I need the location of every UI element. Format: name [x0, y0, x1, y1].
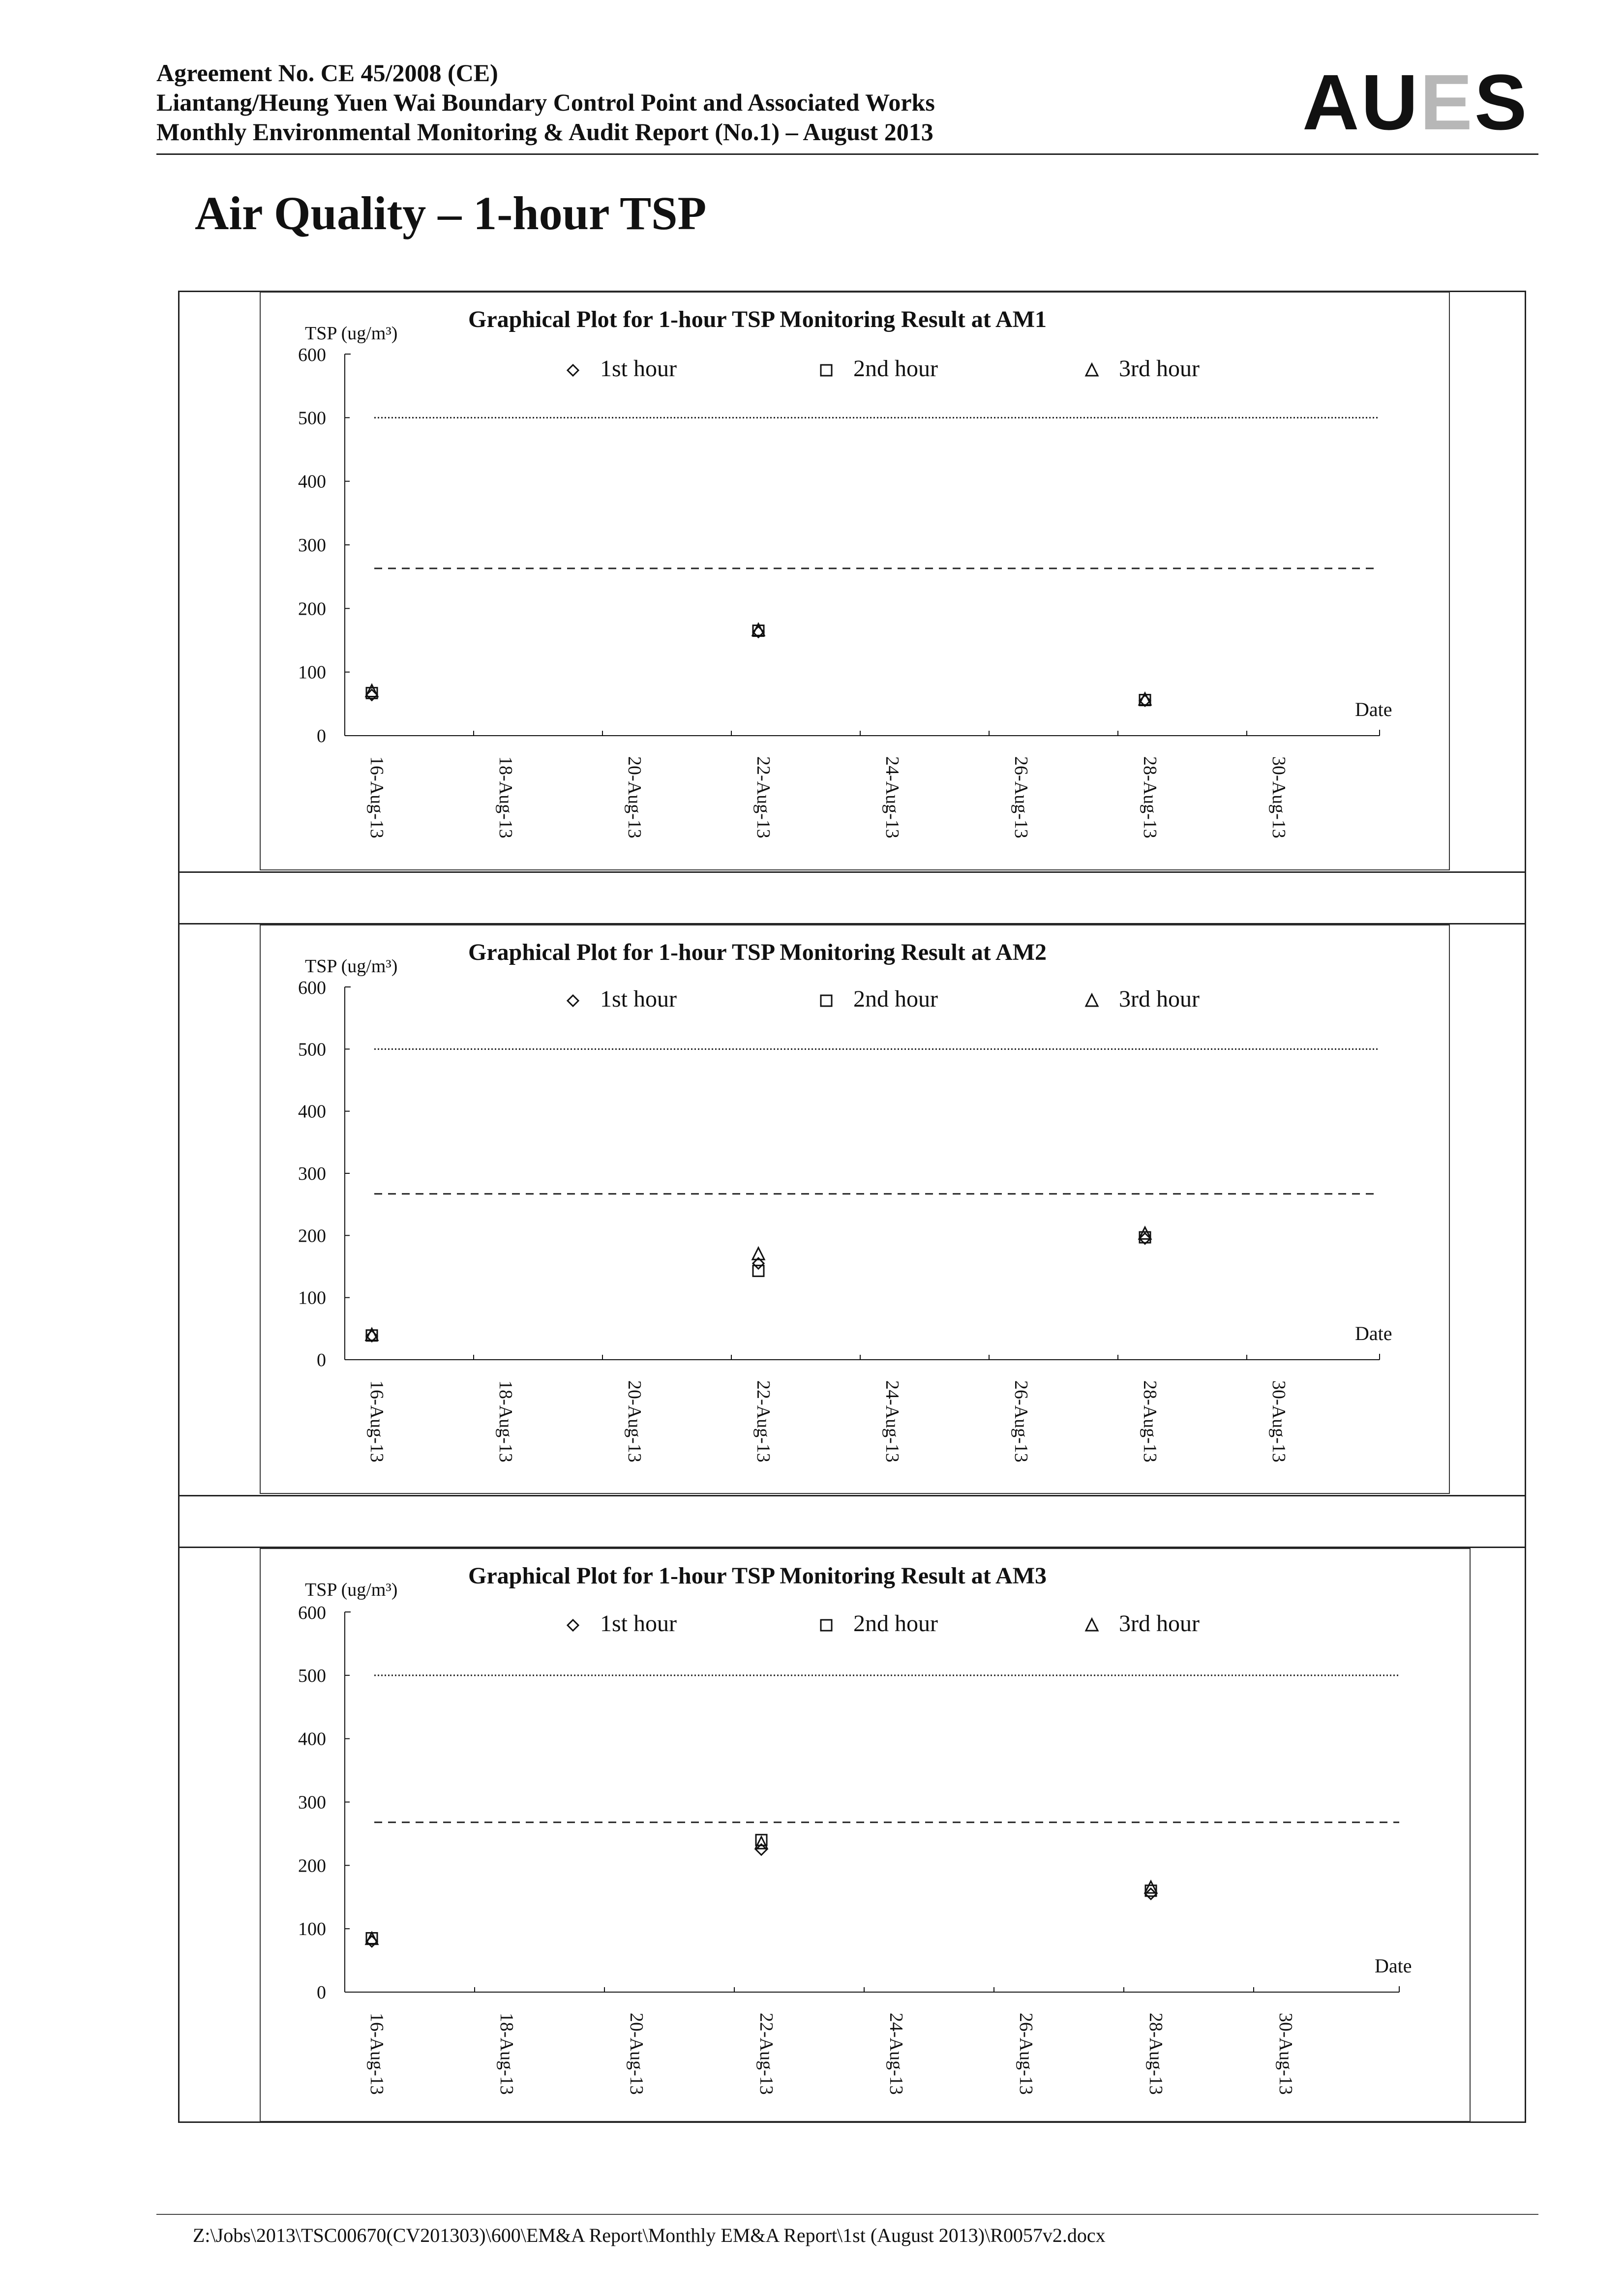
x-tick-label: 26-Aug-13	[1016, 2013, 1036, 2095]
chart-am3-svg	[261, 1549, 1472, 2123]
chart-am2-svg	[261, 925, 1451, 1495]
x-tick-label: 22-Aug-13	[753, 756, 774, 838]
x-tick-label: 28-Aug-13	[1145, 2013, 1166, 2095]
chart-title: Graphical Plot for 1-hour TSP Monitoring Result at AM1	[468, 306, 1047, 332]
logo-text-s: S	[1474, 58, 1529, 146]
logo-text-au: AU	[1302, 58, 1420, 146]
x-tick-label: 30-Aug-13	[1275, 2013, 1296, 2095]
data-point-square	[753, 1265, 764, 1276]
chart-am3	[260, 1548, 1471, 2122]
x-tick-label: 28-Aug-13	[1140, 756, 1160, 838]
x-tick-label: 22-Aug-13	[753, 1380, 774, 1462]
x-axis-label: Date	[1355, 698, 1392, 720]
x-tick-label: 18-Aug-13	[496, 2013, 517, 2095]
logo-text-e: E	[1420, 58, 1474, 146]
x-axis-label: Date	[1355, 1322, 1392, 1344]
y-tick-label: 0	[317, 1982, 326, 2003]
legend-marker-square	[821, 365, 832, 376]
legend-marker-square	[821, 1620, 832, 1631]
x-tick-label: 16-Aug-13	[366, 2013, 387, 2095]
footer-divider	[156, 2214, 1538, 2215]
x-tick-label: 24-Aug-13	[882, 1380, 902, 1462]
y-tick-label: 0	[317, 1350, 326, 1371]
legend-marker-triangle	[1086, 364, 1098, 376]
x-tick-label: 26-Aug-13	[1011, 1380, 1031, 1462]
x-tick-label: 30-Aug-13	[1268, 1380, 1289, 1462]
x-tick-label: 28-Aug-13	[1140, 1380, 1160, 1462]
x-tick-label: 16-Aug-13	[366, 756, 387, 838]
legend-label: 1st hour	[600, 986, 677, 1012]
project-name: Liantang/Heung Yuen Wai Boundary Control Point and Associated Works	[156, 89, 935, 116]
y-tick-label: 400	[298, 1101, 326, 1122]
x-tick-label: 30-Aug-13	[1268, 756, 1289, 838]
data-point-triangle	[366, 685, 378, 696]
y-axis-label: TSP (ug/m³)	[305, 956, 398, 977]
y-tick-label: 500	[298, 1665, 326, 1686]
legend-marker-square	[821, 995, 832, 1006]
y-tick-label: 200	[298, 1225, 326, 1247]
x-tick-label: 18-Aug-13	[495, 1380, 516, 1462]
y-tick-label: 300	[298, 535, 326, 556]
y-tick-label: 300	[298, 1792, 326, 1813]
legend-marker-diamond	[568, 365, 578, 376]
report-title: Monthly Environmental Monitoring & Audit Report (No.1) – August 2013	[156, 118, 933, 146]
y-tick-label: 400	[298, 1729, 326, 1750]
y-axis-label: TSP (ug/m³)	[305, 323, 398, 344]
y-tick-label: 600	[298, 978, 326, 998]
chart-am2	[260, 924, 1450, 1494]
legend-marker-diamond	[568, 1620, 578, 1631]
y-tick-label: 600	[298, 345, 326, 365]
chart-am1-svg	[261, 293, 1451, 871]
legend-label: 3rd hour	[1119, 1610, 1200, 1637]
agreement-number: Agreement No. CE 45/2008 (CE)	[156, 59, 498, 87]
footer-file-path: Z:\Jobs\2013\TSC00670(CV201303)\600\EM&A Report\Monthly EM&A Report\1st (August 2013)\R0057v2.docx	[193, 2224, 1106, 2246]
section-title: Air Quality – 1-hour TSP	[195, 187, 707, 239]
legend-label: 3rd hour	[1119, 356, 1200, 382]
y-tick-label: 500	[298, 1039, 326, 1060]
y-tick-label: 100	[298, 1287, 326, 1309]
x-tick-label: 26-Aug-13	[1011, 756, 1031, 838]
x-tick-label: 20-Aug-13	[624, 1380, 645, 1462]
legend-label: 3rd hour	[1119, 986, 1200, 1012]
x-axis-label: Date	[1375, 1955, 1412, 1977]
y-tick-label: 400	[298, 471, 326, 492]
header-divider	[156, 153, 1538, 155]
legend-marker-triangle	[1086, 994, 1098, 1006]
x-tick-label: 20-Aug-13	[626, 2013, 647, 2095]
chart-am1	[260, 292, 1450, 870]
x-tick-label: 24-Aug-13	[886, 2013, 906, 2095]
table-separator-2a	[178, 1495, 1526, 1496]
data-point-triangle	[1145, 1881, 1157, 1893]
y-tick-label: 200	[298, 598, 326, 620]
aues-logo	[1302, 58, 1529, 146]
x-tick-label: 24-Aug-13	[882, 756, 902, 838]
x-tick-label: 20-Aug-13	[624, 756, 645, 838]
y-tick-label: 100	[298, 1919, 326, 1940]
y-tick-label: 600	[298, 1603, 326, 1623]
y-tick-label: 300	[298, 1163, 326, 1184]
y-tick-label: 500	[298, 408, 326, 429]
y-tick-label: 200	[298, 1855, 326, 1877]
data-point-triangle	[755, 1837, 767, 1849]
legend-marker-triangle	[1086, 1619, 1098, 1631]
x-tick-label: 18-Aug-13	[495, 756, 516, 838]
legend-label: 2nd hour	[853, 1610, 938, 1637]
legend-label: 2nd hour	[853, 356, 938, 382]
y-tick-label: 100	[298, 662, 326, 683]
x-tick-label: 16-Aug-13	[366, 1380, 387, 1462]
y-axis-label: TSP (ug/m³)	[305, 1580, 398, 1600]
y-tick-label: 0	[317, 726, 326, 746]
report-header	[156, 58, 1288, 147]
chart-title: Graphical Plot for 1-hour TSP Monitoring Result at AM2	[468, 939, 1047, 965]
table-separator-1a	[178, 871, 1526, 873]
legend-label: 1st hour	[600, 1610, 677, 1637]
legend-label: 1st hour	[600, 356, 677, 382]
chart-title: Graphical Plot for 1-hour TSP Monitoring Result at AM3	[468, 1563, 1047, 1589]
x-tick-label: 22-Aug-13	[756, 2013, 777, 2095]
legend-label: 2nd hour	[853, 986, 938, 1012]
legend-marker-diamond	[568, 995, 578, 1006]
